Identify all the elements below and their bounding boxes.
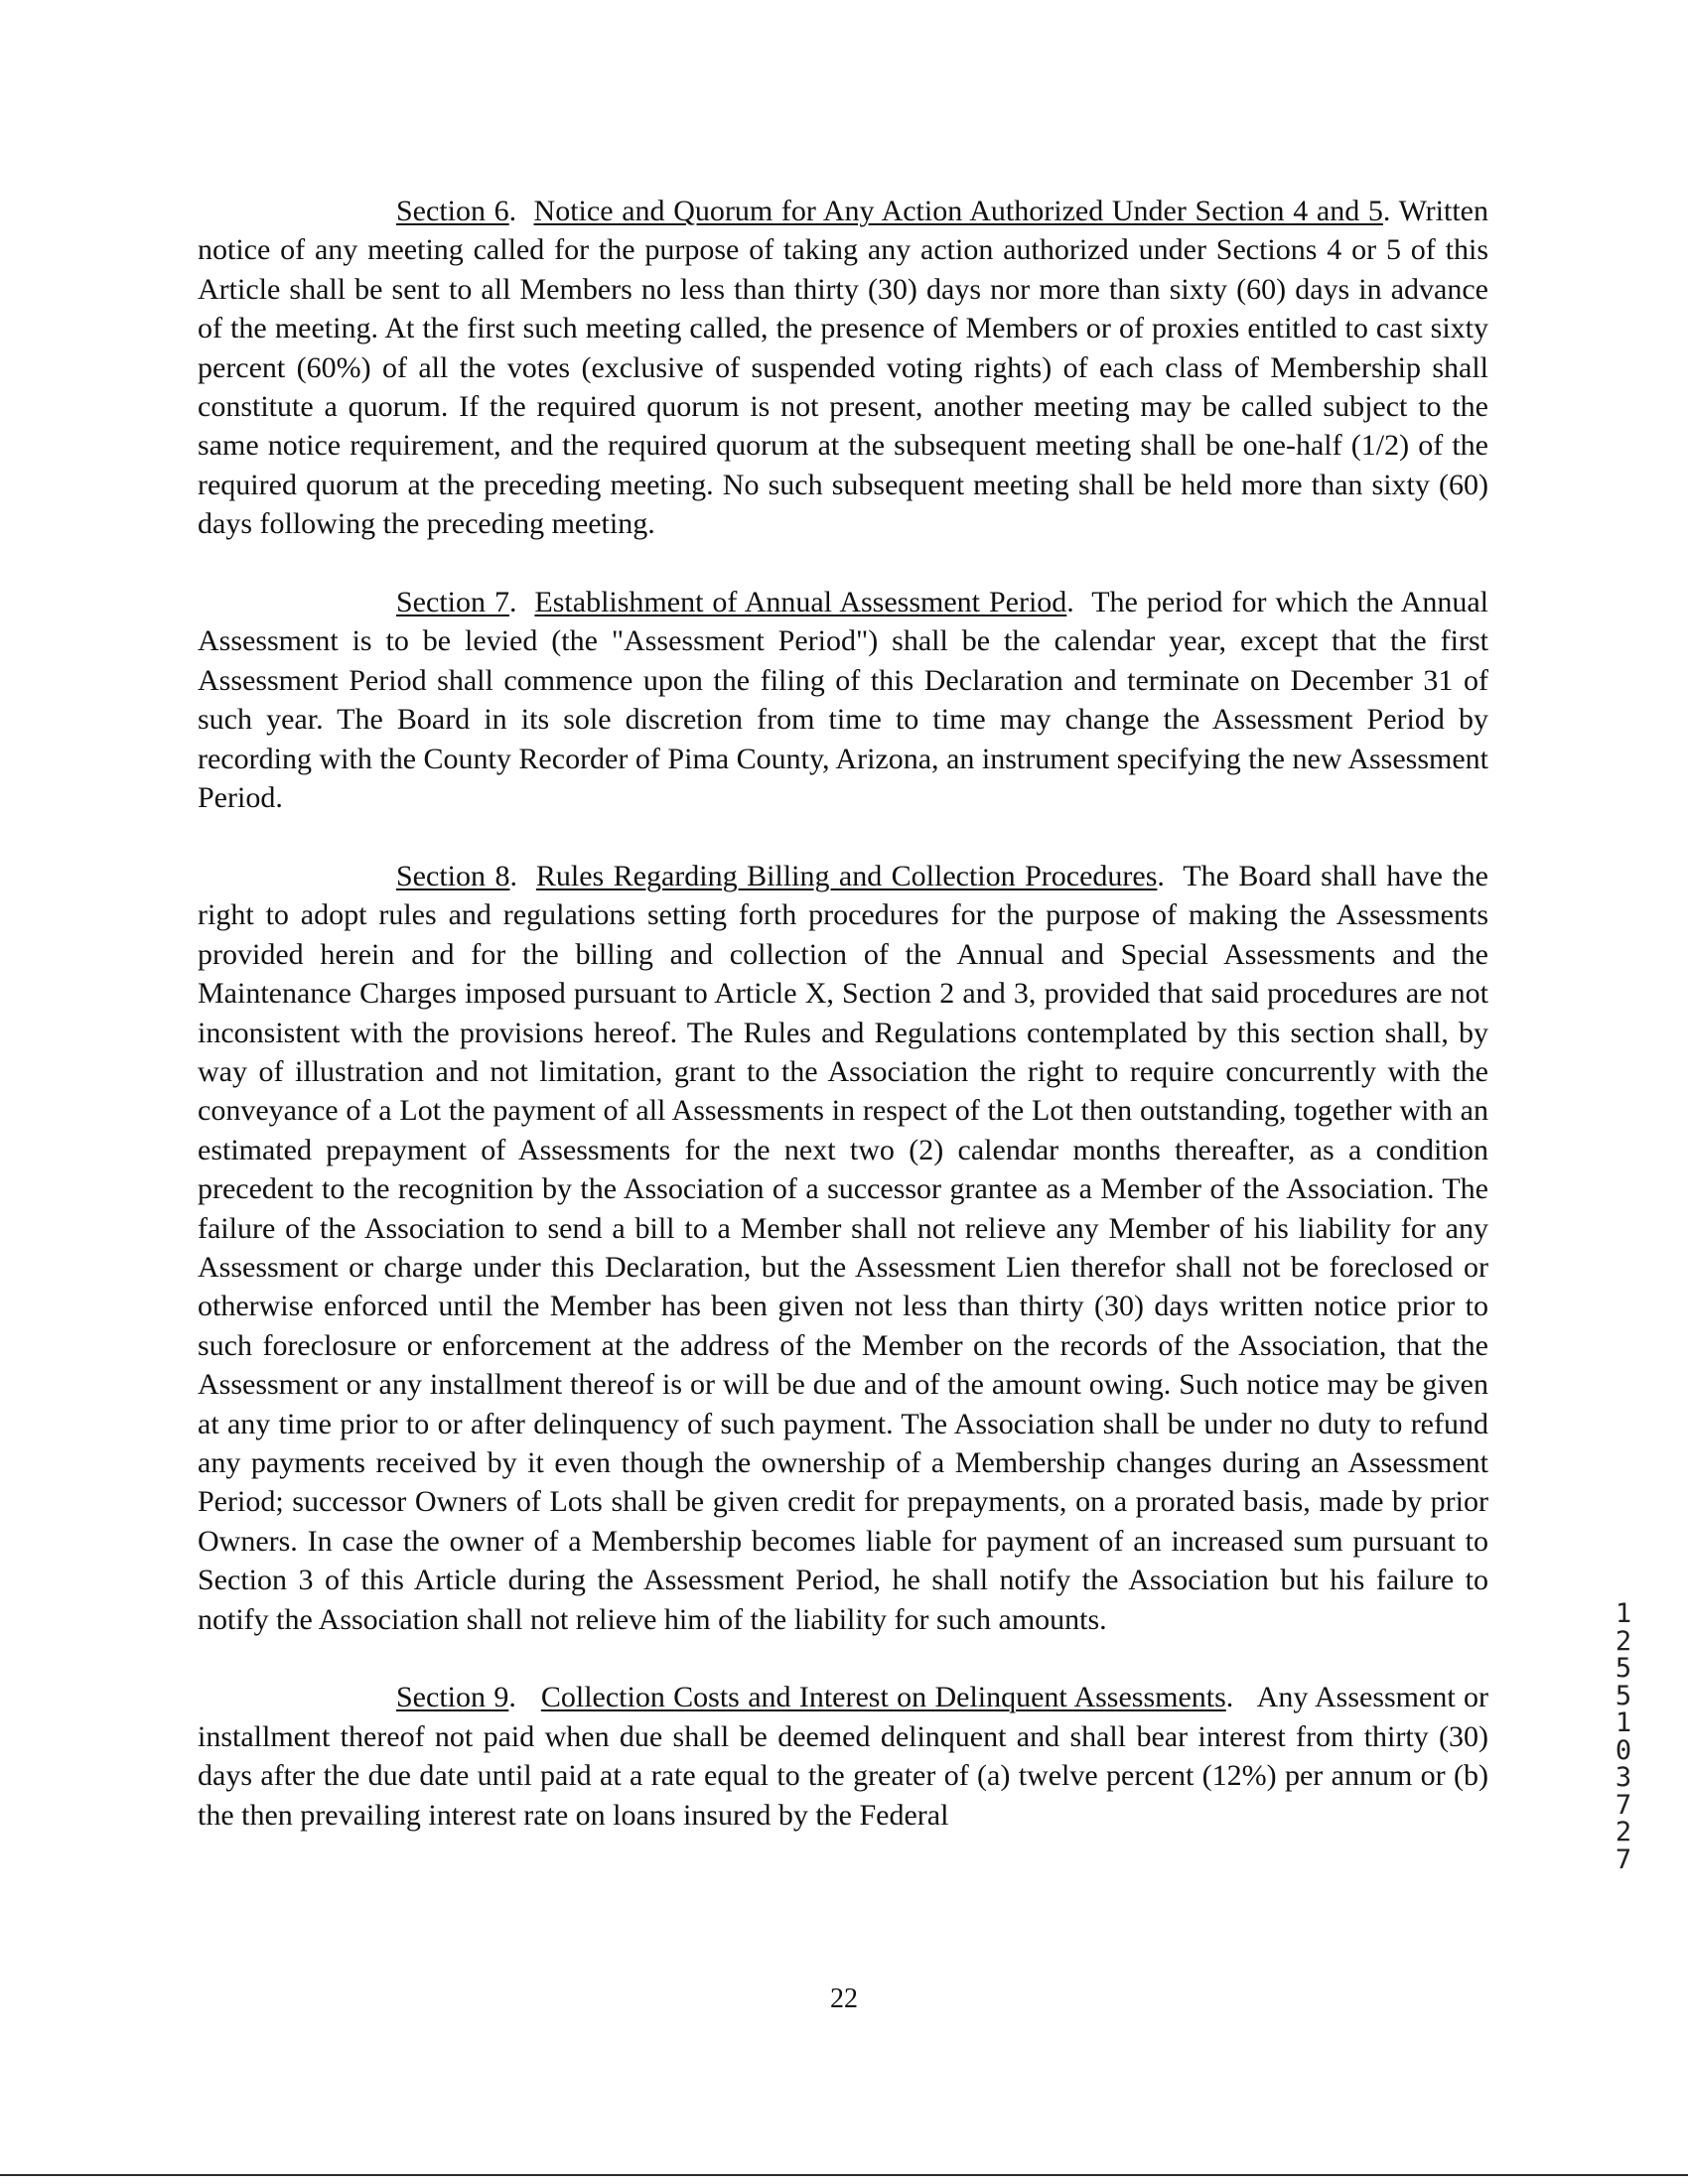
section-title: Notice and Quorum for Any Action Authorized Under Section 4 and 5	[533, 195, 1383, 227]
stamp-digit: 2	[1615, 1625, 1632, 1657]
section-label: Section 6	[396, 195, 509, 227]
section-body: Written notice of any meeting called for the purpose of taking any action authorized under Sections 4 or 5 of this Article shall be sent to all Members no less than thirty (30) days nor more than sixty (60) days in advance of the meeting. At the first such meeting called, the presence of Members or of proxies entitled to cast sixty percent (60%) of all the votes (exclusive of suspended voting rights) of each class of Membership shall constitute a quorum. If the required quorum is not present, another meeting may be called subject to the same notice requirement, and the required quorum at the subsequent meeting shall be one-half (1/2) of the required quorum at the preceding meeting. No such subsequent meeting shall be held more than sixty (60) days following the preceding meeting.	[198, 195, 1488, 541]
stamp-digit: 7	[1615, 1789, 1632, 1821]
section-title: Collection Costs and Interest on Delinquent Assessments	[540, 1681, 1226, 1714]
stamp-digit: 7	[1615, 1843, 1632, 1875]
section-body: The Board shall have the right to adopt rules and regulations setting forth procedures for the purpose of making the Assessments provided herein and for the billing and collection of the Annual and Special Assessments and the Maintenance Charges imposed pursuant to Article X, Section 2 and 3, provided that said procedures are not inconsistent with the provisions hereof. The Rules and Regulations contemplated by this section shall, by way of illustration and not limitation, grant to the Association the right to require concurrently with the conveyance of a Lot the payment of all Assessments in respect of the Lot then outstanding, together with an estimated prepayment of Assessments for the next two (2) calendar months thereafter, as a condition precedent to the recognition by the Association of a successor grantee as a Member of the Association. The failure of the Association to send a bill to a Member shall not relieve any Member of his liability for any Assessment or charge under this Declaration, but the Assessment Lien therefor shall not be foreclosed or otherwise enforced until the Member has been given not less than thirty (30) days written notice prior to such foreclosure or enforcement at the address of the Member on the records of the Association, that the Assessment or any installment thereof is or will be due and of the amount owing. Such notice may be given at any time prior to or after delinquency of such payment. The Association shall be under no duty to refund any payments received by it even though the ownership of a Membership changes during an Assessment Period; successor Owners of Lots shall be given credit for prepayments, on a prorated basis, made by prior Owners. In case the owner of a Membership becomes liable for payment of an increased sum pursuant to Section 3 of this Article during the Assessment Period, he shall notify the Association but his failure to notify the Association shall not relieve him of the liability for such amounts.	[198, 859, 1488, 1636]
page-number: 22	[830, 1983, 858, 2014]
stamp-digit: 5	[1615, 1653, 1632, 1684]
section-body: The period for which the Annual Assessment is to be levied (the "Assessment Period") shall be the calendar year, except that the first Assessment Period shall commence upon the filing of this Declaration and terminate on December 31 of such year. The Board in its sole discretion from time to time may change the Assessment Period by recording with the County Recorder of Pima County, Arizona, an instrument specifying the new Assessment Period.	[198, 586, 1488, 815]
scan-edge-line	[0, 2174, 1688, 2176]
section-label: Section 9	[396, 1681, 509, 1714]
stamp-digit: 2	[1615, 1817, 1632, 1847]
section-body: Any Assessment or installment thereof not paid when due shall be deemed delinquent and shall bear interest from thirty (30) days after the due date until paid at a rate equal to the greater of (a) twelve percent (12%) per annum or (b) the then prevailing interest rate on loans insured by the Federal	[198, 1681, 1488, 1832]
section-label: Section 7	[396, 586, 509, 619]
section-6: Section 6. Notice and Quorum for Any Action Authorized Under Section 4 and 5. Written notice of any meeting called for the purpose of taking any action authorized under Sections 4 or 5 of this Article shall be sent to all Members no less than thirty (30) days nor more than sixty (60) days in advance of the meeting. At the first such meeting called, the presence of Members or of proxies entitled to cast sixty percent (60%) of all the votes (exclusive of suspended voting rights) of each class of Membership shall constitute a quorum. If the required quorum is not present, another meeting may be called subject to the same notice requirement, and the required quorum at the subsequent meeting shall be one-half (1/2) of the required quorum at the preceding meeting. No such subsequent meeting shall be held more than sixty (60) days following the preceding meeting.	[198, 195, 1488, 541]
section-title: Establishment of Annual Assessment Period	[534, 586, 1067, 619]
stamp-digit: 1	[1615, 1598, 1632, 1629]
section-title: Rules Regarding Billing and Collection Procedures	[535, 859, 1158, 892]
stamp-digit: 1	[1615, 1707, 1632, 1738]
body-text	[198, 192, 1488, 1873]
stamp-digit: 0	[1615, 1734, 1632, 1766]
section-label: Section 8	[396, 859, 510, 892]
stamp-digit: 5	[1615, 1680, 1632, 1711]
section-8: Section 8. Rules Regarding Billing and Collection Procedures. The Board shall have the right to adopt rules and regulations setting forth procedures for the purpose of making the Assessments provided herein and for the billing and collection of the Annual and Special Assessments and the Maintenance Charges imposed pursuant to Article X, Section 2 and 3, provided that said procedures are not inconsistent with the provisions hereof. The Rules and Regulations contemplated by this section shall, by way of illustration and not limitation, grant to the Association the right to require concurrently with the conveyance of a Lot the payment of all Assessments in respect of the Lot then outstanding, together with an estimated prepayment of Assessments for the next two (2) calendar months thereafter, as a condition precedent to the recognition by the Association of a successor grantee as a Member of the Association. The failure of the Association to send a bill to a Member shall not relieve any Member of his liability for any Assessment or charge under this Declaration, but the Assessment Lien therefor shall not be foreclosed or otherwise enforced until the Member has been given not less than thirty (30) days written notice prior to such foreclosure or enforcement at the address of the Member on the records of the Association, that the Assessment or any installment thereof is or will be due and of the amount owing. Such notice may be given at any time prior to or after delinquency of such payment. The Association shall be under no duty to refund any payments received by it even though the ownership of a Membership changes during an Assessment Period; successor Owners of Lots shall be given credit for prepayments, on a prorated basis, made by prior Owners. In case the owner of a Membership becomes liable for payment of an increased sum pursuant to Section 3 of this Article during the Assessment Period, he shall notify the Association but his failure to notify the Association shall not relieve him of the liability for such amounts.	[198, 859, 1488, 1636]
section-9: Section 9. Collection Costs and Interest on Delinquent Assessments. Any Assessment or installment thereof not paid when due shall be deemed delinquent and shall bear interest from thirty (30) days after the due date until paid at a rate equal to the greater of (a) twelve percent (12%) per annum or (b) the then prevailing interest rate on loans insured by the Federal	[198, 1681, 1488, 1832]
recording-stamp	[1609, 1600, 1638, 1873]
section-7: Section 7. Establishment of Annual Assessment Period. The period for which the Annual Assessment is to be levied (the "Assessment Period") shall be the calendar year, except that the first Assessment Period shall commence upon the filing of this Declaration and terminate on December 31 of such year. The Board in its sole discretion from time to time may change the Assessment Period by recording with the County Recorder of Pima County, Arizona, an instrument specifying the new Assessment Period.	[198, 586, 1488, 815]
stamp-digit: 3	[1615, 1762, 1632, 1793]
